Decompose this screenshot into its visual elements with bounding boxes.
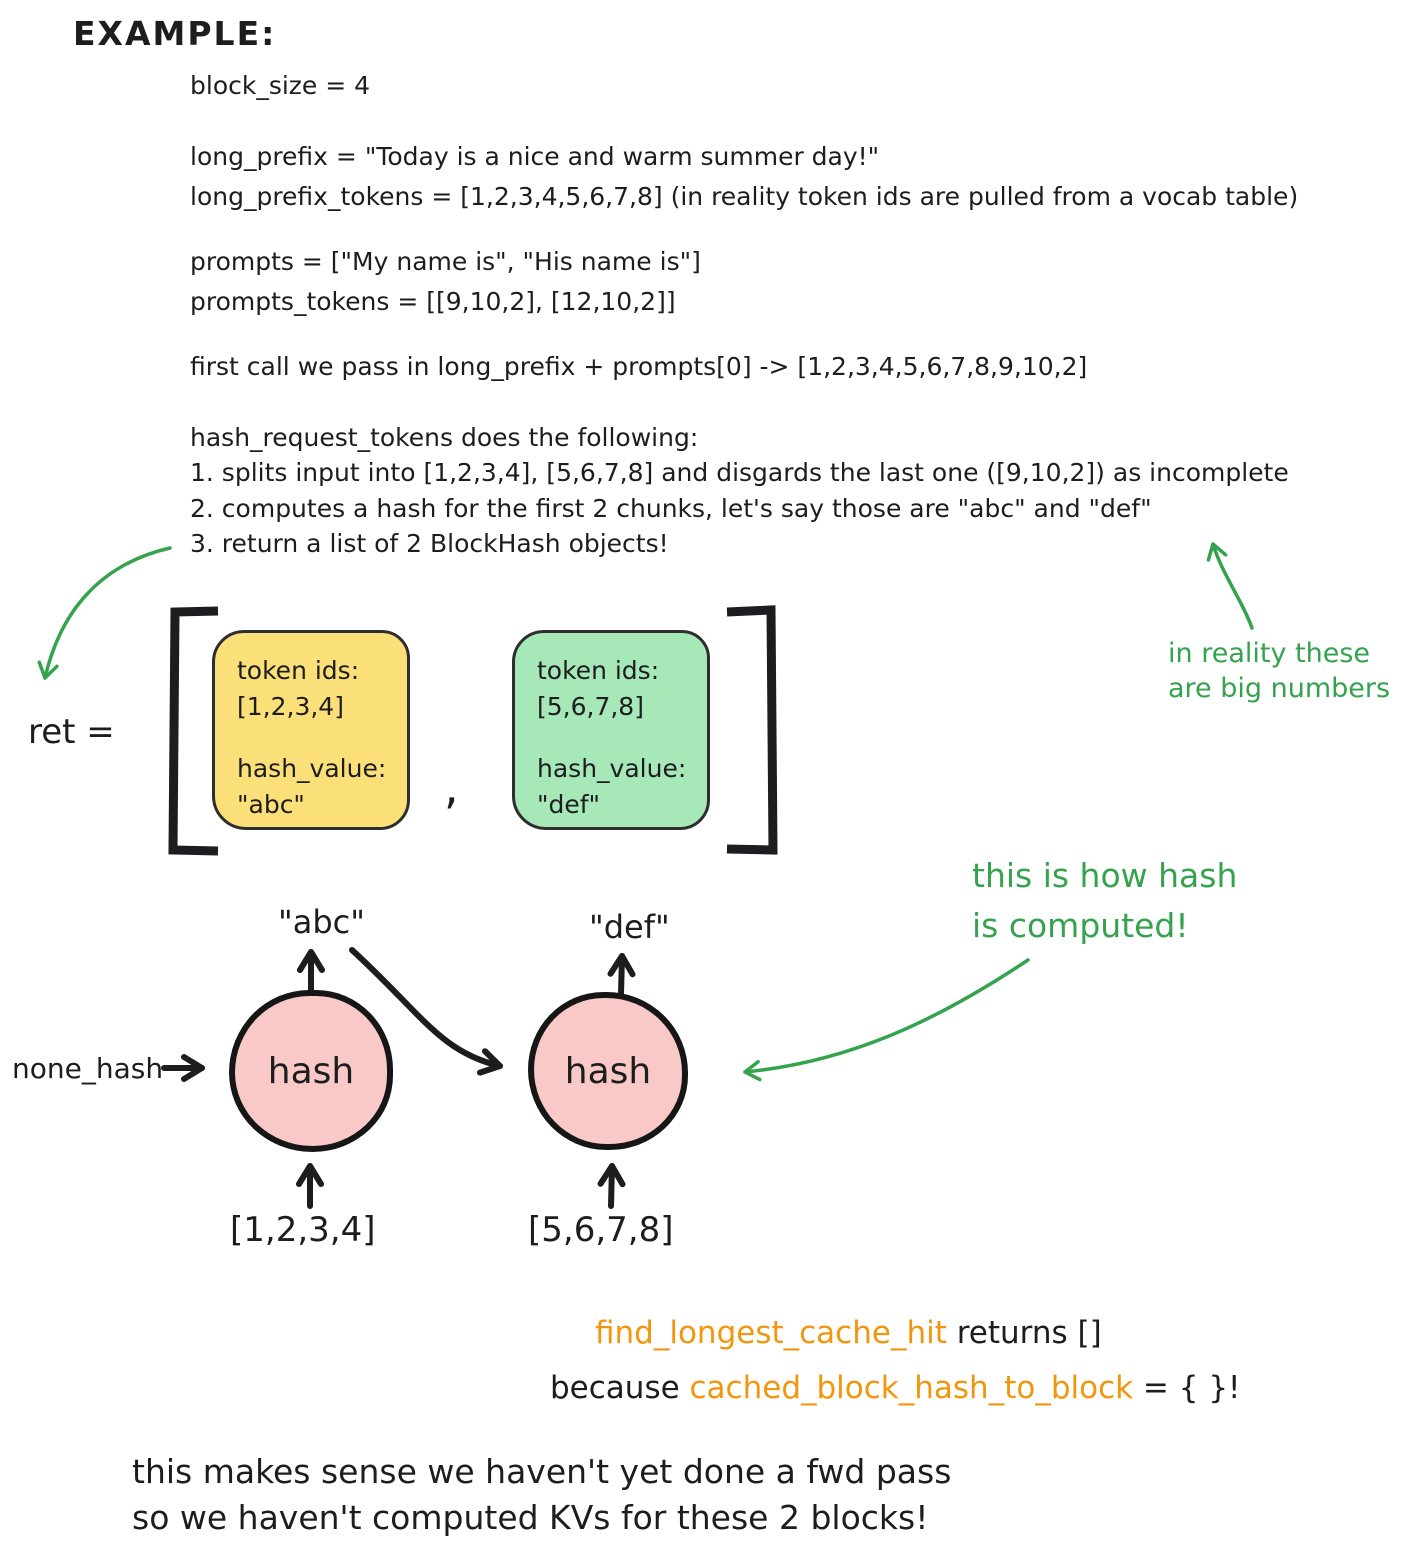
card2-token-ids-value: [5,6,7,8]: [537, 692, 644, 721]
green-arrow-big-numbers-icon: [1213, 544, 1252, 628]
note-big-numbers-line2: are big numbers: [1168, 673, 1391, 704]
card1-field-token-ids: token ids:: [237, 656, 360, 685]
blockhash-card-2: [512, 630, 710, 830]
code-line-prompts-tokens: prompts_tokens = [[9,10,2], [12,10,2]]: [190, 287, 676, 316]
hash1-input-label: [1,2,3,4]: [230, 1210, 376, 1250]
hash-node-2-label: hash: [564, 1050, 652, 1092]
code-line-long-prefix-tokens: long_prefix_tokens = [1,2,3,4,5,6,7,8] (in reality token ids are pulled from a vocab table): [190, 182, 1299, 211]
code-line-prompts: prompts = ["My name is", "His name is"]: [190, 247, 701, 276]
hash-node-1: [229, 990, 393, 1152]
code-line-step2: 2. computes a hash for the first 2 chunks, let's say those are "abc" and "def": [190, 494, 1152, 523]
green-arrow-hash-computed-icon: [745, 960, 1028, 1072]
result-equals-text: = { }!: [1133, 1370, 1241, 1406]
blockhash-card-1: [212, 630, 410, 830]
code-line-first-call: first call we pass in long_prefix + prompts[0] -> [1,2,3,4,5,6,7,8,9,10,2]: [190, 352, 1088, 381]
footer-line-2: so we haven't computed KVs for these 2 blocks!: [132, 1498, 929, 1537]
note-big-numbers-line1: in reality these: [1168, 638, 1370, 669]
list-comma: ,: [444, 760, 459, 814]
card2-hash-value: "def": [537, 790, 601, 819]
green-arrow-to-ret-icon: [45, 548, 170, 678]
hash1-output-label: "abc": [278, 903, 365, 941]
none-hash-label: none_hash: [12, 1052, 164, 1085]
hash2-input-label: [5,6,7,8]: [528, 1210, 674, 1250]
note-hash-computed-line2: is computed!: [972, 906, 1189, 945]
hash-node-2: [528, 992, 688, 1150]
arrow-hash2-to-def-icon: [621, 956, 622, 994]
code-line-hash-request-intro: hash_request_tokens does the following:: [190, 423, 699, 452]
card1-token-ids-value: [1,2,3,4]: [237, 692, 344, 721]
code-line-step3: 3. return a list of 2 BlockHash objects!: [190, 529, 669, 558]
code-line-long-prefix: long_prefix = "Today is a nice and warm summer day!": [190, 142, 880, 171]
result-fn-name: find_longest_cache_hit: [595, 1315, 947, 1351]
arrow-tokens2-to-hash2-icon: [611, 1166, 612, 1206]
card2-field-hash-value: hash_value:: [537, 754, 687, 783]
code-line-step1: 1. splits input into [1,2,3,4], [5,6,7,8] and disgards the last one ([9,10,2]) as incomplete: [190, 458, 1289, 487]
result-returns-text: returns []: [946, 1315, 1102, 1351]
ret-label: ret =: [28, 712, 115, 752]
footer-line-1: this makes sense we haven't yet done a fwd pass: [132, 1452, 952, 1491]
result-line-2: [550, 1370, 1241, 1406]
result-dict-name: cached_block_hash_to_block: [689, 1370, 1134, 1406]
hash-node-1-label: hash: [267, 1050, 355, 1092]
result-because-text: because: [550, 1370, 690, 1406]
card1-hash-value: "abc": [237, 790, 305, 819]
note-hash-computed-line1: this is how hash: [972, 856, 1238, 895]
page-title: EXAMPLE:: [73, 14, 277, 53]
result-line-1: [595, 1315, 1102, 1351]
code-line-block-size: block_size = 4: [190, 71, 371, 100]
card2-field-token-ids: token ids:: [537, 656, 660, 685]
card1-field-hash-value: hash_value:: [237, 754, 387, 783]
hash2-output-label: "def": [589, 908, 670, 946]
right-bracket: [727, 610, 773, 850]
